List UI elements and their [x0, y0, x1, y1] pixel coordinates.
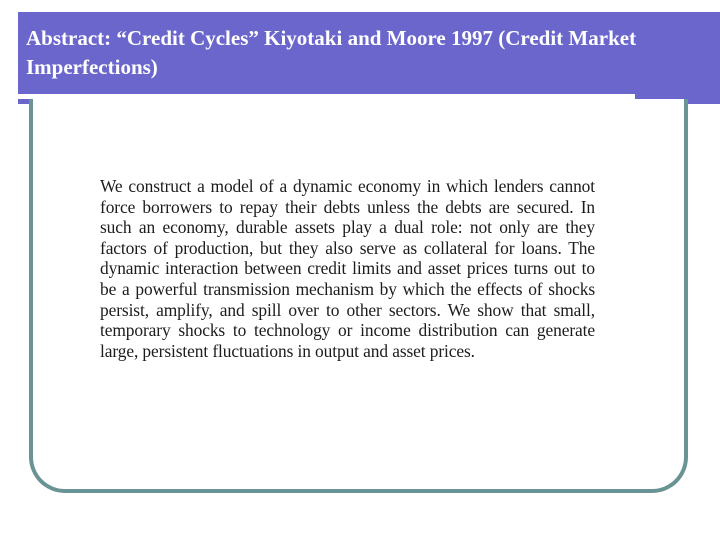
slide-title: Abstract: “Credit Cycles” Kiyotaki and Moore 1997 (Credit Market Imperfections)	[26, 26, 637, 79]
slide-title-bar	[18, 12, 720, 104]
abstract-text: We construct a model of a dynamic economy in which lenders cannot force borrowers to repay their debts unless the debts are secured. In such an economy, durable assets play a dual role: not only are they factors of production, but they also serve as collateral for loans. The dynamic interaction between credit limits and asset prices turns out to be a powerful transmission mechanism by which the effects of shocks persist, amplify, and spill over to other sectors. We show that small, temporary shocks to technology or income distribution can generate large, persistent fluctuations in output and asset prices.	[100, 176, 595, 361]
